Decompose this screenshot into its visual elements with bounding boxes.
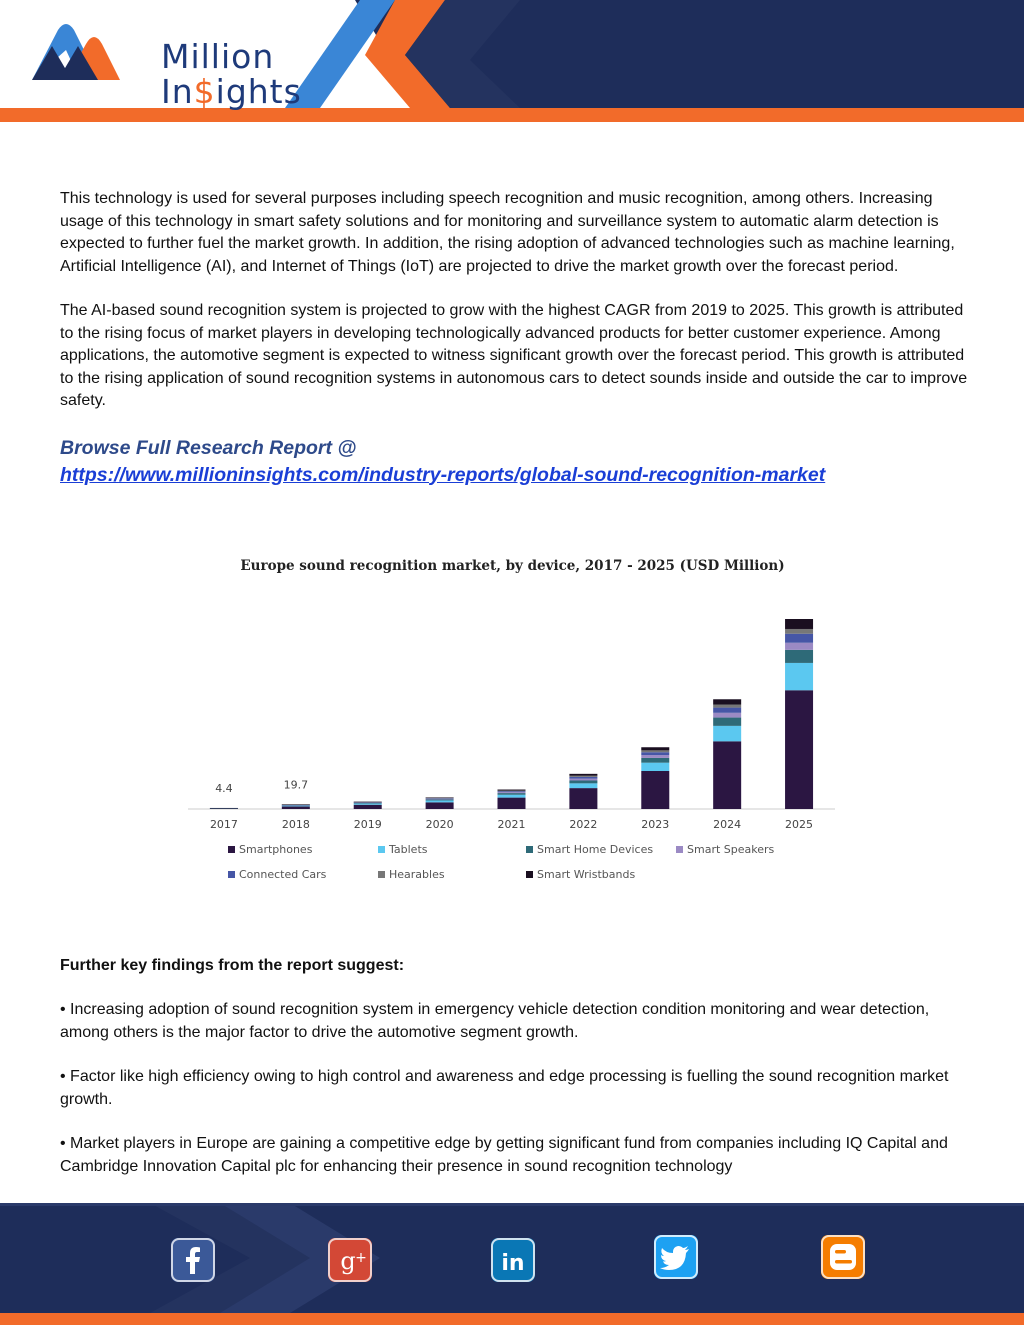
legend-swatch: [526, 846, 533, 853]
bar-segment: [785, 650, 813, 663]
finding-item: • Market players in Europe are gaining a competitive edge by getting significant fund from companies including IQ Capital and Cambridge Innovation Capital plc for enhancing their presence in sound recognition technology: [60, 1135, 948, 1175]
legend-label: Tablets: [389, 843, 428, 856]
bar-segment: [785, 643, 813, 650]
legend-label: Connected Cars: [239, 868, 327, 881]
x-tick-label: 2022: [569, 818, 598, 831]
linkedin-button[interactable]: [491, 1238, 535, 1282]
logo-dollar: $: [193, 72, 216, 111]
logo-line-2: [161, 72, 302, 111]
page-header: [0, 0, 1024, 122]
data-label: 19.7: [283, 778, 309, 792]
bar-segment: [641, 763, 669, 771]
twitter-icon: [654, 1235, 698, 1279]
bar-segment: [569, 776, 597, 777]
bar-segment: [785, 619, 813, 629]
legend-label: Smart Speakers: [687, 843, 775, 856]
x-tick-label: 2019: [353, 818, 382, 831]
legend-swatch: [378, 871, 385, 878]
google-plus-button[interactable]: [328, 1238, 372, 1282]
bar-segment: [282, 804, 310, 805]
x-tick-label: 2023: [641, 818, 670, 831]
legend-label: Smart Home Devices: [537, 843, 654, 856]
bar-segment: [426, 797, 454, 798]
report-link[interactable]: https://www.millioninsights.com/industry-reports/global-sound-recognition-market: [60, 463, 826, 486]
bar-segment: [713, 708, 741, 713]
key-findings: [60, 955, 970, 1200]
bar-segment: [641, 758, 669, 763]
paragraph: This technology is used for several purposes including speech recognition and music recognition, among others. Increasing usage of this technology in smart safety solutions and for monitoring and surveillance system to automatic alarm detection is expected to further fuel the market growth. In addition, the rising adoption of advanced technologies such as machine learning, Artificial Intelligence (AI), and Internet of Things (IoT) are projected to drive the market growth over the forecast period.: [60, 190, 955, 275]
legend-swatch: [526, 871, 533, 878]
browse-label: Browse Full Research Report @: [60, 436, 357, 459]
findings-heading: Further key findings from the report suggest:: [60, 957, 405, 974]
x-tick-label: 2021: [497, 818, 526, 831]
bar-segment: [641, 752, 669, 755]
bar-segment: [569, 788, 597, 809]
x-tick-label: 2017: [209, 818, 238, 831]
bar-segment: [569, 777, 597, 779]
bar-segment: [569, 774, 597, 776]
blogger-icon: [821, 1235, 865, 1279]
brand-logo[interactable]: [28, 20, 302, 111]
bar-segment: [641, 771, 669, 809]
bar-segment: [282, 806, 310, 809]
legend-label: Smart Wristbands: [537, 868, 636, 881]
bar-segment: [569, 779, 597, 781]
svg-text:g: g: [340, 1247, 356, 1275]
bar-segment: [713, 713, 741, 718]
bar-segment: [354, 805, 382, 809]
bar-segment: [641, 747, 669, 750]
bar-segment: [713, 718, 741, 726]
bar-segment: [498, 798, 526, 809]
legend-label: Smartphones: [239, 843, 313, 856]
page-footer: [0, 1203, 1024, 1325]
bar-segment: [426, 800, 454, 802]
bar-segment: [498, 793, 526, 795]
bar-segment: [426, 798, 454, 799]
paragraph: The AI-based sound recognition system is projected to grow with the highest CAGR from 2019 to 2025. This growth is attributed to the rising focus of market players in developing technologically advanced products for better customer experience. Among applications, the automotive segment is expected to witness significant growth over the forecast period. This growth is attributed to the rising application of sound recognition systems in autonomous cars to detect sounds inside and outside the car to improve safety.: [60, 302, 968, 409]
legend-swatch: [228, 846, 235, 853]
bar-segment: [498, 792, 526, 793]
bar-segment: [498, 791, 526, 792]
bar-segment: [498, 795, 526, 798]
bar-segment: [210, 808, 238, 809]
bar-segment: [426, 802, 454, 809]
svg-text:in: in: [501, 1251, 525, 1276]
svg-text:+: +: [355, 1250, 367, 1266]
logo-line-1: Million: [161, 37, 275, 76]
article-content: [60, 188, 970, 489]
chart-title: Europe sound recognition market, by device, 2017 - 2025 (USD Million): [240, 558, 785, 574]
bar-segment: [713, 741, 741, 809]
legend-swatch: [378, 846, 385, 853]
bar-segment: [641, 755, 669, 758]
logo-line-2-prefix: In: [161, 72, 194, 111]
bar-segment: [354, 804, 382, 805]
bar-segment: [426, 800, 454, 801]
legend-swatch: [676, 846, 683, 853]
bar-segment: [713, 699, 741, 704]
bar-segment: [785, 690, 813, 809]
facebook-icon: [171, 1238, 215, 1282]
bar-segment: [569, 781, 597, 784]
bar-segment: [569, 783, 597, 788]
bar-segment: [641, 750, 669, 752]
finding-item: • Increasing adoption of sound recognition system in emergency vehicle detection condition monitoring and wear detection, among others is the major factor to drive the automotive segment growth.: [60, 1001, 930, 1041]
x-tick-label: 2018: [281, 818, 310, 831]
bar-segment: [354, 802, 382, 803]
twitter-button[interactable]: [654, 1235, 698, 1279]
logo-line-2-suffix: ights: [215, 72, 302, 111]
bar-segment: [785, 629, 813, 634]
google-plus-icon: [328, 1238, 372, 1282]
market-chart: [180, 553, 845, 898]
bar-segment: [498, 790, 526, 791]
linkedin-icon: [491, 1238, 535, 1282]
legend-label: Hearables: [389, 868, 445, 881]
bar-segment: [498, 790, 526, 791]
blogger-button[interactable]: [821, 1235, 865, 1279]
legend-swatch: [228, 871, 235, 878]
bar-segment: [426, 798, 454, 799]
logo-wordmark: [161, 37, 302, 111]
chart-plot: [180, 553, 845, 898]
bar-segment: [713, 726, 741, 741]
bar-segment: [785, 634, 813, 643]
finding-item: • Factor like high efficiency owing to high control and awareness and edge processing is fuelling the sound recognition market growth.: [60, 1068, 949, 1108]
logo-mark-icon: [28, 20, 128, 90]
x-tick-label: 2024: [713, 818, 742, 831]
bar-segment: [426, 799, 454, 800]
facebook-button[interactable]: [171, 1238, 215, 1282]
x-tick-label: 2020: [425, 818, 454, 831]
data-label: 4.4: [215, 781, 233, 795]
bar-segment: [713, 705, 741, 708]
x-tick-label: 2025: [785, 818, 814, 831]
bar-segment: [785, 663, 813, 690]
